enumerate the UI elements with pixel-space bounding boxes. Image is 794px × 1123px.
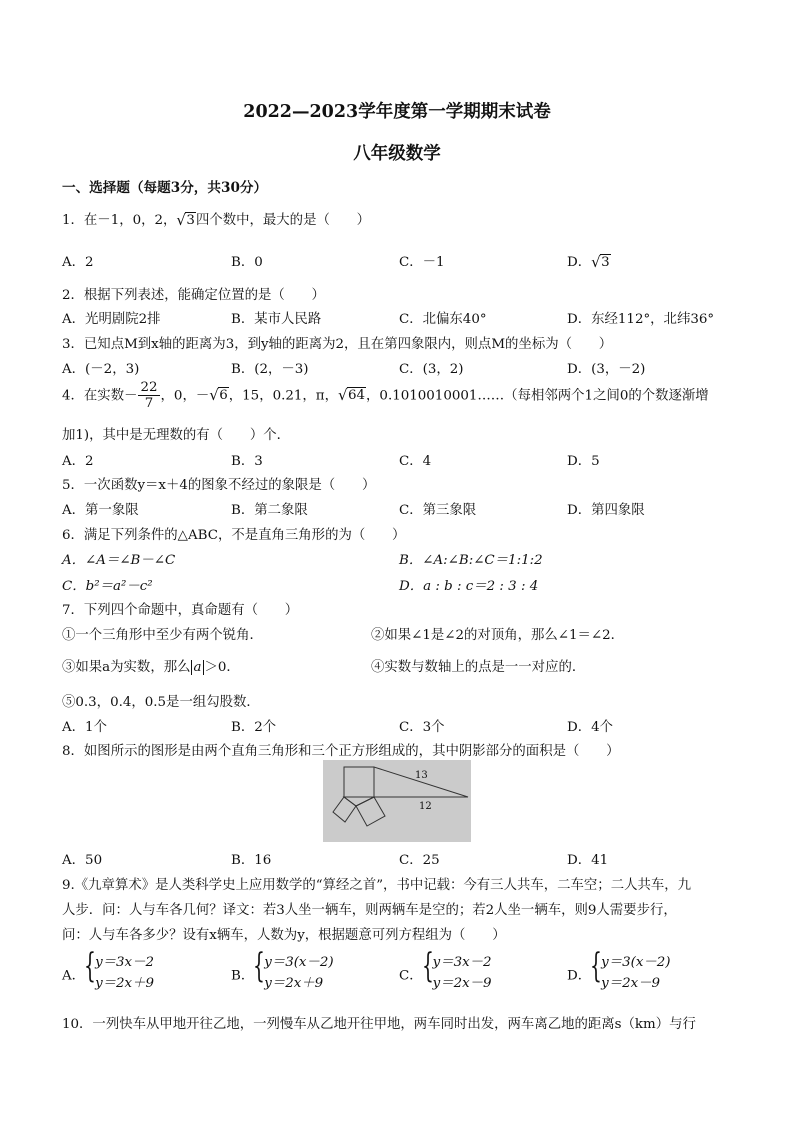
q3-stem: 3．已知点M到x轴的距离为3，到y轴的距离为2，且在第四象限内，则点M的坐标为（ ）: [62, 337, 613, 352]
q3-option-a[interactable]: A．(－2，3): [62, 362, 140, 377]
leg-label: 12: [419, 801, 432, 812]
q9-option-c[interactable]: C． { y＝3x－2 y＝2x－9: [399, 953, 492, 995]
q7-statement-3: ③如果a为实数，那么 a ＞0．: [62, 660, 240, 675]
geometry-figure: [323, 760, 471, 842]
q9-option-b[interactable]: B． { y＝3(x－2) y＝2x＋9: [231, 953, 334, 995]
q5-option-c[interactable]: C．第三象限: [399, 503, 477, 518]
exam-subtitle: 八年级数学: [353, 144, 441, 164]
q6-option-c[interactable]: C．b²＝a²－c²: [62, 579, 153, 594]
q6-option-b[interactable]: B．∠A:∠B:∠C＝1:1:2: [399, 553, 543, 568]
section-heading: 一、选择题（每题3分，共30分）: [62, 180, 268, 196]
q8-option-b[interactable]: B．16: [231, 853, 272, 868]
q1-option-b[interactable]: B．0: [231, 255, 263, 270]
q3-option-c[interactable]: C．(3，2): [399, 362, 464, 377]
absolute-value: a: [191, 660, 205, 675]
squares-triangles-diagram: [323, 760, 471, 842]
q2-option-d[interactable]: D．东经112°，北纬36°: [567, 312, 715, 327]
equation-system: { y＝3x－2 y＝2x＋9: [84, 946, 154, 991]
q7-option-d[interactable]: D．4个: [567, 720, 614, 735]
q1-option-c[interactable]: C．－1: [399, 255, 445, 270]
q8-option-a[interactable]: A．50: [62, 853, 103, 868]
q9-stem-line2: 人步．问：人与车各几何？译文：若3人坐一辆车，则两辆车是空的；若2人坐一辆车，则9人需要步行，: [62, 903, 677, 918]
q5-stem: 5．一次函数y＝x＋4的图象不经过的象限是（ ）: [62, 478, 376, 493]
q5-option-d[interactable]: D．第四象限: [567, 503, 645, 518]
q9-option-a[interactable]: A． { y＝3x－2 y＝2x＋9: [62, 953, 154, 995]
hypotenuse-label: 13: [415, 770, 428, 781]
q7-option-a[interactable]: A．1个: [62, 720, 107, 735]
q10-stem-line1: 10．一列快车从甲地开往乙地，一列慢车从乙地开往甲地，两车同时出发，两车离乙地的距离s（km）与行: [62, 1017, 696, 1032]
q9-stem-line1: 9.《九章算术》是人类科学史上应用数学的“算经之首”，书中记载：今有三人共车，二车空；二人共车，九: [62, 878, 692, 893]
equation-system: { y＝3(x－2) y＝2x＋9: [253, 946, 334, 991]
q9-option-d[interactable]: D． { y＝3(x－2) y＝2x－9: [567, 953, 671, 995]
equation-system: { y＝3(x－2) y＝2x－9: [590, 946, 671, 991]
q7-statement-5: ⑤0.3，0.4，0.5是一组勾股数．: [62, 695, 260, 710]
q4-option-d[interactable]: D．5: [567, 454, 600, 469]
q3-option-d[interactable]: D．(3，－2): [567, 362, 646, 377]
q7-statement-2: ②如果∠1是∠2的对顶角，那么∠1＝∠2．: [371, 628, 625, 643]
q6-stem: 6．满足下列条件的△ABC，不是直角三角形的为（ ）: [62, 528, 406, 543]
equation-system: { y＝3x－2 y＝2x－9: [421, 946, 492, 991]
q6-option-a[interactable]: A．∠A＝∠B－∠C: [62, 553, 176, 568]
q9-stem-line3: 问：人与车各多少？设有x辆车，人数为y，根据题意可列方程组为（ ）: [62, 928, 506, 943]
sqrt-symbol: √ 3: [176, 211, 195, 229]
q5-option-b[interactable]: B．第二象限: [231, 503, 308, 518]
q1-option-d[interactable]: D． √ 3: [567, 253, 610, 271]
exam-title: 2022—2023学年度第一学期期末试卷: [243, 102, 551, 122]
q4-option-c[interactable]: C．4: [399, 454, 432, 469]
q6-option-d[interactable]: D．a : b : c＝2 : 3 : 4: [399, 579, 539, 594]
q8-stem: 8．如图所示的图形是由两个直角三角形和三个正方形组成的，其中阴影部分的面积是（ ）: [62, 744, 620, 759]
q2-option-a[interactable]: A．光明剧院2排: [62, 312, 161, 327]
q2-option-c[interactable]: C．北偏东40°: [399, 312, 487, 327]
q4-stem-line2: 加1)，其中是无理数的有（ ）个．: [62, 428, 290, 443]
q4-stem: 4．在实数－ $\frac{22}{7}$ ，0，－ √ 6，15，0.21，π， √ 64，0.1010010001……（每相邻两个1之间0的个数逐渐增: [62, 380, 709, 412]
q1-stem: 1．在－1，0，2， √ 3四个数中，最大的是（ ）: [62, 211, 371, 229]
q5-option-a[interactable]: A．第一象限: [62, 503, 139, 518]
q7-option-c[interactable]: C．3个: [399, 720, 445, 735]
q3-option-b[interactable]: B．(2，－3): [231, 362, 309, 377]
q7-statement-4: ④实数与数轴上的点是一一对应的．: [371, 660, 586, 675]
q2-option-b[interactable]: B．某市人民路: [231, 312, 322, 327]
q4-option-a[interactable]: A．2: [62, 454, 94, 469]
q4-option-b[interactable]: B．3: [231, 454, 263, 469]
q8-option-d[interactable]: D．41: [567, 853, 609, 868]
q7-statement-1: ①一个三角形中至少有两个锐角．: [62, 628, 263, 643]
fraction: $\frac{22}{7}$: [140, 380, 158, 412]
q8-option-c[interactable]: C．25: [399, 853, 440, 868]
q1-option-a[interactable]: A．2: [62, 255, 94, 270]
q7-stem: 7．下列四个命题中，真命题有（ ）: [62, 603, 299, 618]
q2-stem: 2．根据下列表述，能确定位置的是（ ）: [62, 288, 325, 303]
q7-option-b[interactable]: B．2个: [231, 720, 277, 735]
